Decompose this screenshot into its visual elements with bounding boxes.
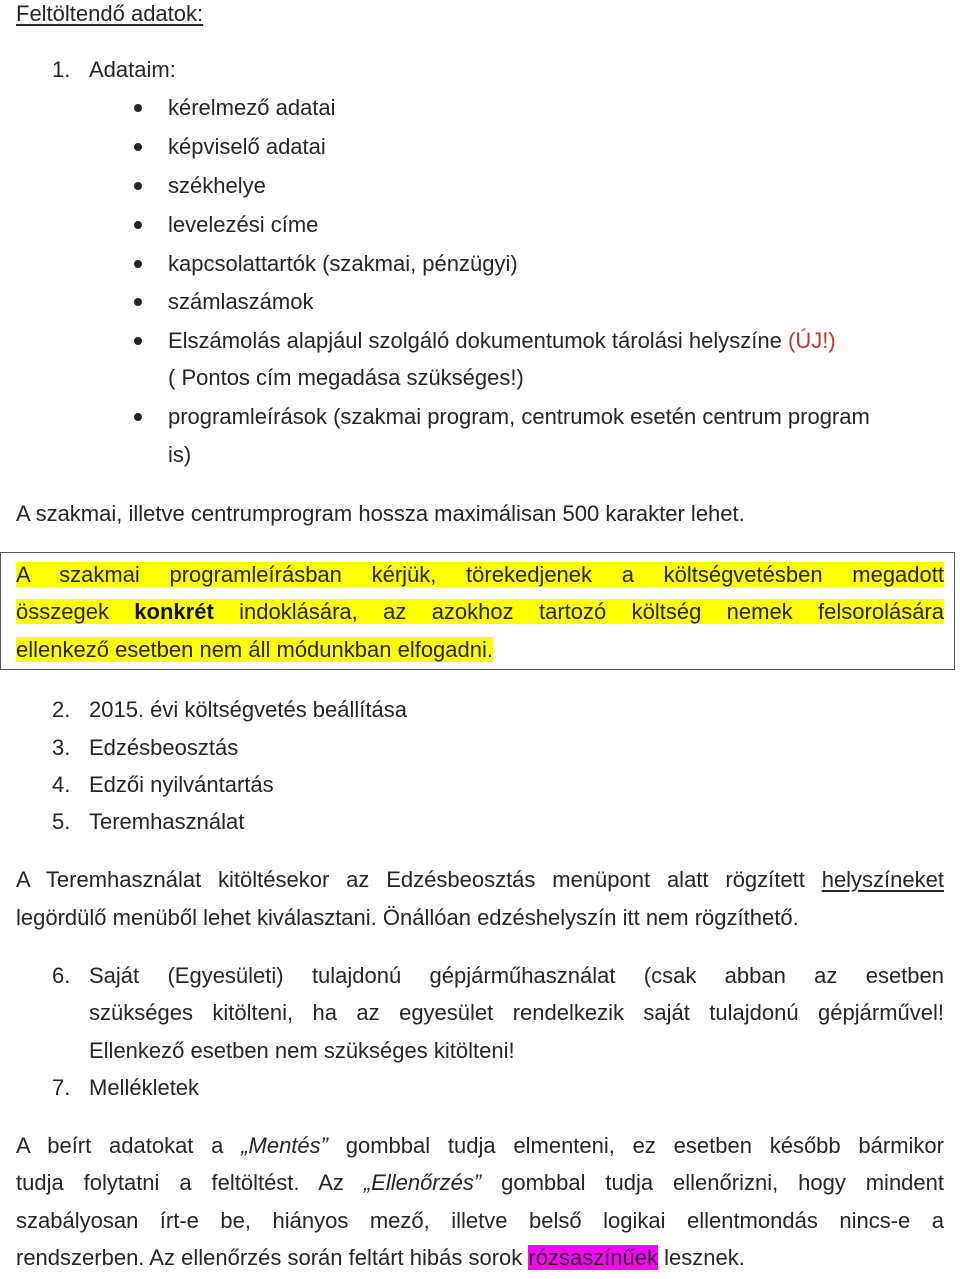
page-heading: Feltöltendő adatok: [16,1,204,26]
highlight-line [16,636,493,664]
item-text: Edzői nyilvántartás [89,772,274,797]
item-text-line: Ellenkező esetben nem szükséges kitölteni! [89,1038,515,1063]
highlight-line [16,561,944,589]
list-item-continuation: ( Pontos cím megadása szükséges!) [168,365,524,390]
highlight-line [16,598,944,626]
highlight-text: összegek konkrét indoklására, az azokhoz tartozó költség nemek felsorolására [16,599,944,624]
bold-word: konkrét [134,599,214,624]
item-text: Mellékletek [89,1075,200,1100]
list-item-continuation: is) [168,442,192,467]
paragraph-line: rendszerben. Az ellenőrzés során feltárt hibás sorok rózsaszínűek lesznek. [16,1245,745,1270]
item-number: 4. [52,772,71,797]
bullet-dot [134,337,142,345]
paragraph-line: legördülő menüből lehet kiválasztani. Önállóan edzéshelyszín itt nem rögzíthető. [16,905,799,930]
section-number: 1. [52,57,71,82]
item-text: 2015. évi költségvetés beállítása [89,697,407,722]
paragraph-line: A Teremhasználat kitöltésekor az Edzésbeosztás menüpont alatt rögzített helyszíneket [16,867,944,892]
section-title: Adataim: [89,57,176,82]
bullet-dot [134,298,142,306]
list-item: kapcsolattartók (szakmai, pénzügyi) [168,251,518,276]
paragraph-line: szabályosan írt-e be, hiányos mező, illetve belső logikai ellentmondás nincs-e a [16,1208,944,1233]
list-item: levelezési címe [168,212,319,237]
paragraph-line: tudja folytatni a feltöltést. Az „Ellenőrzés” gombbal tudja ellenőrizni, hogy mindent [16,1170,944,1195]
item-text-line: szükséges kitölteni, ha az egyesület rendelkezik saját tulajdonú gépjárművel! [89,1000,944,1025]
item-number: 3. [52,735,71,760]
list-item: képviselő adatai [168,134,326,159]
bullet-dot [134,143,142,151]
bullet-dot [134,260,142,268]
item-text-line: Saját (Egyesületi) tulajdonú gépjárműhasználat (csak abban az esetben [89,963,944,988]
bullet-dot [134,182,142,190]
underlined-word: helyszíneket [821,867,944,892]
item-number: 5. [52,809,71,834]
highlight-text: ellenkező esetben nem áll módunkban elfogadni. [16,637,493,662]
item-number: 2. [52,697,71,722]
item-text: Teremhasználat [89,809,245,834]
list-item: számlaszámok [168,289,314,314]
new-badge: (ÚJ!) [788,328,836,353]
bullet-dot [134,221,142,229]
list-item: székhelye [168,173,266,198]
list-item: kérelmező adatai [168,95,336,120]
list-item: programleírások (szakmai program, centrumok esetén centrum program [168,404,870,429]
item-number: 7. [52,1075,71,1100]
bullet-dot [134,104,142,112]
item-number: 6. [52,963,71,988]
bullet-dot [134,413,142,421]
list-item [168,327,836,355]
item-text: Edzésbeosztás [89,735,239,760]
pink-highlight: rózsaszínűek [528,1245,659,1270]
paragraph-line: A beírt adatokat a „Mentés” gombbal tudja elmenteni, ez esetben később bármikor [16,1133,944,1158]
highlight-text: A szakmai programleírásban kérjük, törekedjenek a költségvetésben megadott [16,562,944,587]
italic-button-name: „Ellenőrzés” [363,1170,482,1195]
paragraph: A szakmai, illetve centrumprogram hossza maximálisan 500 karakter lehet. [16,501,745,526]
list-item-text: Elszámolás alapjául szolgáló dokumentumok tárolási helyszíne [168,328,788,353]
italic-button-name: „Mentés” [241,1133,328,1158]
